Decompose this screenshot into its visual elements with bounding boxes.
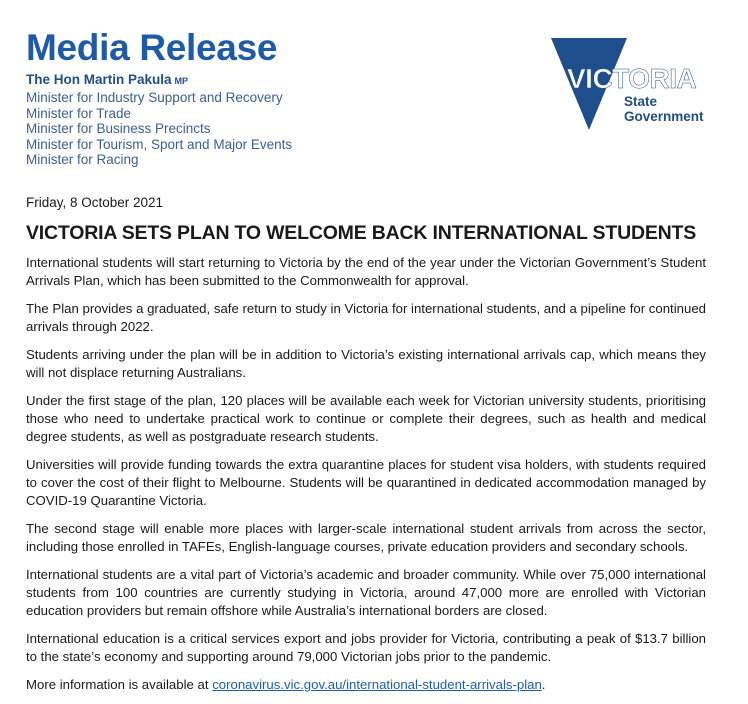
portfolio-item: Minister for Industry Support and Recovery: [26, 90, 283, 105]
paragraph: Under the first stage of the plan, 120 places will be available each week for Victorian university students, prioritising those who need to undertake practical work to continue or complete their degrees, such as health and medical degree students, as well as postgraduate research students.: [26, 393, 706, 444]
portfolio-item: Minister for Tourism, Sport and Major Events: [26, 136, 293, 152]
minister-name-text: The Hon Martin Pakula: [26, 72, 172, 87]
paragraph: The second stage will enable more places with larger-scale international student arrivals from across the sector, including those enrolled in TAFEs, English-language courses, private education providers and secondary schools.: [26, 521, 706, 554]
logo-subtitle-line1: State: [624, 94, 658, 109]
paragraph: International students will start returning to Victoria by the end of the year under the Victorian Government’s Student Arrivals Plan, which has been submitted to the Commonwealth for approval.: [26, 255, 706, 288]
logo-subtitle: [624, 94, 704, 124]
more-info-paragraph: [26, 676, 706, 694]
paragraph: The Plan provides a graduated, safe return to study in Victoria for international students, and a pipeline for continued arrivals through 2022.: [26, 301, 706, 334]
portfolio-item: Minister for Trade: [26, 105, 132, 121]
release-title: Media Release: [26, 27, 278, 68]
paragraph: Universities will provide funding towards the extra quarantine places for student visa holders, with students required to cover the cost of their flight to Melbourne. Students will be quarantined in dedicated accommodation managed by COVID-19 Quarantine Victoria.: [26, 457, 706, 508]
portfolio-item: Minister for Racing: [26, 152, 139, 167]
minister-suffix: MP: [174, 76, 189, 86]
release-body: [26, 194, 706, 704]
minister-name: [26, 71, 292, 90]
portfolio-list: [26, 90, 292, 168]
paragraph: International education is a critical services export and jobs provider for Victoria, contributing a peak of $13.7 billion to the state’s economy and supporting around 79,000 Victorian jobs prior to the pandemic.: [26, 631, 706, 664]
release-date: Friday, 8 October 2021: [26, 195, 164, 210]
release-headline: VICTORIA SETS PLAN TO WELCOME BACK INTERNATIONAL STUDENTS: [26, 222, 697, 244]
student-arrivals-plan-link[interactable]: coronavirus.vic.gov.au/international-student-arrivals-plan: [212, 677, 542, 692]
logo-wordmark: VICTORIA: [567, 63, 697, 94]
logo-subtitle-line2: Government: [624, 109, 704, 124]
media-release-header: [26, 28, 292, 168]
portfolio-item: Minister for Business Precincts: [26, 121, 211, 136]
more-info-suffix: .: [541, 677, 546, 692]
paragraph: International students are a vital part of Victoria’s academic and broader community. While over 75,000 international students from 100 countries are currently studying in Victoria, around 47,000 more are enrolled with Victorian education providers but remain offshore while Australia’s international borders are closed.: [26, 567, 706, 618]
more-info-prefix: More information is available at: [26, 677, 213, 692]
paragraph: Students arriving under the plan will be in addition to Victoria’s existing international arrivals cap, which means they will not displace returning Australians.: [26, 347, 706, 380]
